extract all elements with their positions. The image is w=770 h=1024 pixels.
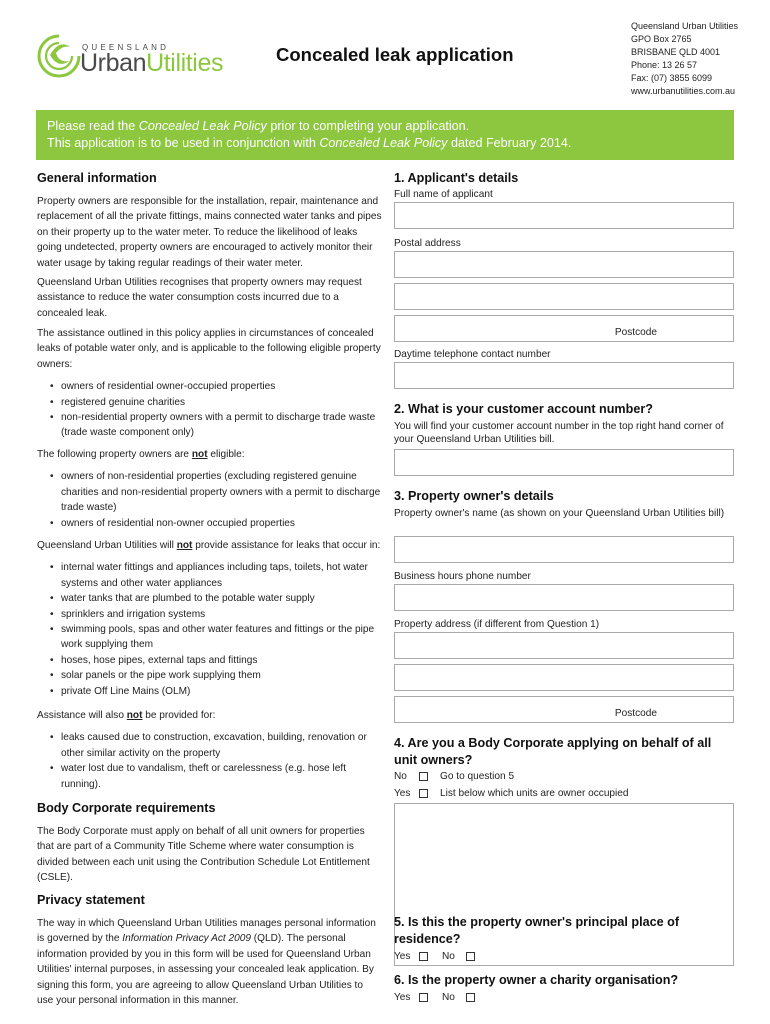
phone-label: Daytime telephone contact number: [394, 349, 551, 360]
q5-options: Yes No: [394, 950, 475, 963]
list-item: • solar panels or the pipe work supplying them: [37, 668, 382, 683]
list-item: • non-residential property owners with a permit to discharge trade waste (trade waste component only): [37, 410, 382, 441]
qu-logo-icon: [36, 33, 82, 79]
postal-address-field-2[interactable]: [394, 283, 734, 310]
q4-yes-checkbox[interactable]: [419, 789, 428, 798]
q2-help: You will find your customer account number in the top right hand corner of your Queensland Urban Utilities bill.: [394, 421, 724, 445]
q1-heading: 1. Applicant's details: [394, 171, 519, 185]
contact-address: Queensland Urban Utilities GPO Box 2765 BRISBANE QLD 4001 Phone: 13 26 57 Fax: (07) 3855 6099 www.urbanutilities.com.au: [631, 21, 739, 96]
q4-no-checkbox[interactable]: [419, 772, 428, 781]
list-item: • water lost due to vandalism, theft or carelessness (e.g. hose left running).: [37, 761, 382, 792]
privacy-text: The way in which Queensland Urban Utilities manages personal information is governed by the Information Privacy Act 2009 (QLD). The personal information provided by you in this form will be used for Queensland Urban Utilities' internal purposes, in assessing your concealed leak application. By signing this form, you are agreeing to allow Queensland Urban Utilities to use your personal information in this manner.: [37, 918, 376, 1007]
phone-field[interactable]: [394, 362, 734, 389]
q5-heading: 5. Is this the property owner's principal place of residence?: [394, 915, 680, 946]
q4-no-option: No Go to question 5: [394, 771, 515, 782]
privacy-heading: Privacy statement: [37, 893, 145, 907]
eligible-list: [37, 379, 382, 441]
page-title: Concealed leak application: [276, 44, 514, 65]
q4-heading: 4. Are you a Body Corporate applying on behalf of all unit owners?: [394, 736, 712, 767]
postal-address-label: Postal address: [394, 238, 461, 249]
full-name-label: Full name of applicant: [394, 189, 493, 200]
list-item: • swimming pools, spas and other water features and fittings or the pipe work supplying them: [37, 622, 382, 653]
q6-heading: 6. Is the property owner a charity organisation?: [394, 973, 679, 987]
q6-options: Yes No: [394, 991, 475, 1004]
general-p6: Assistance will also not be provided for:: [37, 710, 216, 721]
general-p2: Queensland Urban Utilities recognises that property owners may request assistance to reduce the water consumption costs incurred due to a concealed leak.: [37, 277, 362, 319]
policy-banner: Please read the Concealed Leak Policy prior to completing your application. This application is to be used in conjunction with Concealed Leak Policy dated February 2014.: [36, 110, 734, 160]
property-address-field-2[interactable]: [394, 664, 734, 691]
business-phone-field[interactable]: [394, 584, 734, 611]
property-address-label: Property address (if different from Question 1): [394, 619, 600, 630]
q3-heading: 3. Property owner's details: [394, 489, 554, 503]
q4-yes-option: Yes List below which units are owner occupied: [394, 788, 629, 799]
postcode-label: Postcode: [614, 327, 657, 338]
list-item: • owners of residential owner-occupied properties: [37, 379, 382, 394]
list-item: • owners of residential non-owner occupied properties: [37, 516, 382, 531]
general-p5: Queensland Urban Utilities will not provide assistance for leaks that occur in:: [37, 540, 381, 551]
general-info-heading: General information: [37, 171, 157, 185]
q5-no-checkbox[interactable]: [466, 952, 475, 961]
property-address-field-3[interactable]: [394, 696, 734, 723]
business-phone-label: Business hours phone number: [394, 571, 531, 582]
body-corp-text: The Body Corporate must apply on behalf of all unit owners for properties that are part of a Community Title Scheme where water consumption is divided between each unit using the Contribution Schedule Lot Entitlement (CSLE).: [37, 826, 370, 884]
q6-yes-checkbox[interactable]: [419, 993, 428, 1002]
q2-heading: 2. What is your customer account number?: [394, 402, 653, 416]
q5-yes-checkbox[interactable]: [419, 952, 428, 961]
general-p3: The assistance outlined in this policy applies in circumstances of concealed leaks of potable water only, and is applicable to the following eligible property owners:: [37, 328, 381, 370]
logo-text-queensland: QUEENSLAND: [82, 43, 170, 52]
list-item: • sprinklers and irrigation systems: [37, 607, 382, 622]
general-p1: Property owners are responsible for the installation, repair, maintenance and replacement of all the private fittings, mains connected water tanks and pipes on their property up to the water meter. To reduce the likelihood of leaks going undetected, property owners are encouraged to actively monitor their water usage by taking regular readings of their water meter.: [37, 196, 382, 269]
account-number-field[interactable]: [394, 449, 734, 476]
list-item: • hoses, hose pipes, external taps and fittings: [37, 653, 382, 668]
postal-address-field-3[interactable]: [394, 315, 734, 342]
list-item: • owners of non-residential properties (excluding registered genuine charities and non-residential property owners with a permit to discharge trade waste): [37, 469, 382, 515]
owner-name-field[interactable]: [394, 536, 734, 563]
postcode-label: Postcode: [614, 708, 657, 719]
postal-address-field-1[interactable]: [394, 251, 734, 278]
list-item: • internal water fittings and appliances including taps, toilets, hot water systems and other water appliances: [37, 560, 382, 591]
q6-no-checkbox[interactable]: [466, 993, 475, 1002]
body-corp-heading: Body Corporate requirements: [37, 801, 216, 815]
not-eligible-list: [37, 469, 382, 531]
logo-wordmark: UrbanUtilities: [80, 49, 224, 77]
list-item: • leaks caused due to construction, excavation, building, renovation or other similar activity on the property: [37, 730, 382, 761]
property-address-field-1[interactable]: [394, 632, 734, 659]
general-p4: The following property owners are not eligible:: [37, 449, 245, 460]
full-name-field[interactable]: [394, 202, 734, 229]
owner-name-label: Property owner's name (as shown on your Queensland Urban Utilities bill): [394, 508, 725, 519]
list-item: • registered genuine charities: [37, 395, 382, 410]
list-item: • private Off Line Mains (OLM): [37, 684, 382, 699]
list-item: • water tanks that are plumbed to the potable water supply: [37, 591, 382, 606]
also-not-list: [37, 730, 382, 792]
no-assist-list: [37, 560, 382, 699]
